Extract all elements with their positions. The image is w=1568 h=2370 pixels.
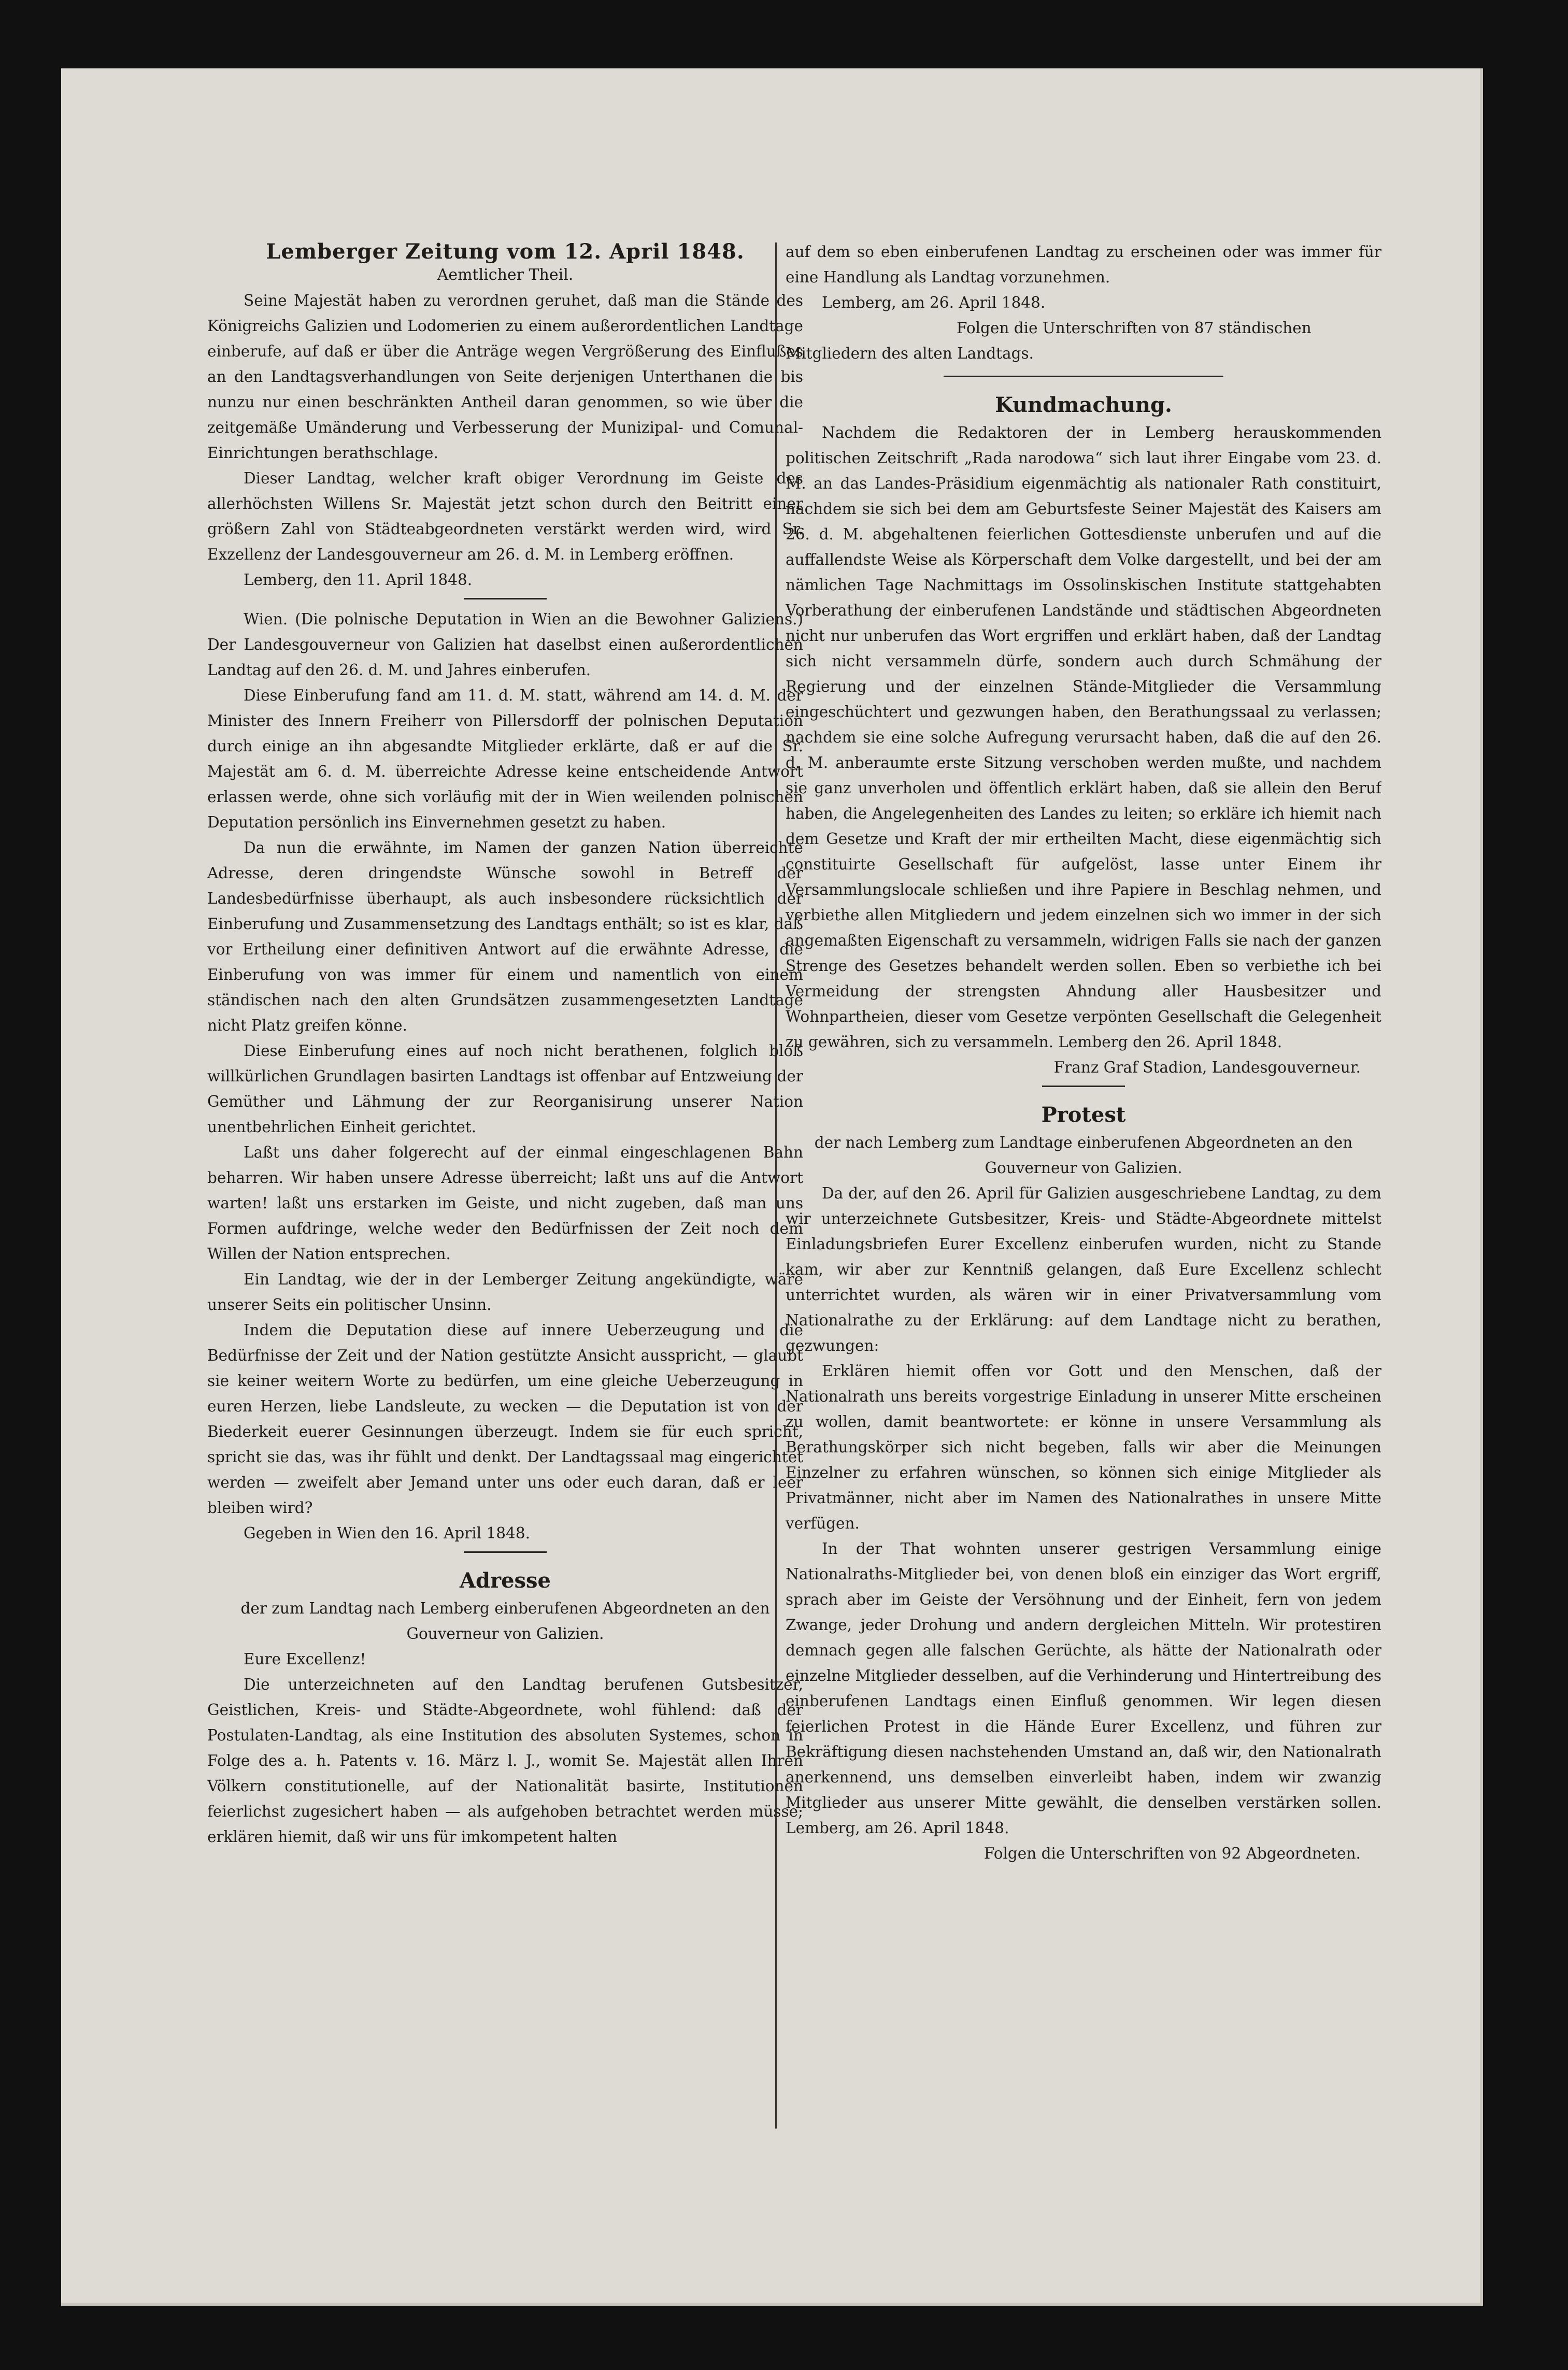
kundmachung-heading: Kundmachung. (995, 393, 1172, 417)
right-column (786, 239, 1381, 2167)
paragraph: auf dem so eben einberufenen Landtag zu erscheinen oder was immer für eine Handlung als Landtag vorzunehmen. (786, 243, 1381, 286)
dateline: Lemberg, am 26. April 1848. (822, 294, 1046, 311)
paragraph: Nachdem die Redaktoren der in Lemberg herauskommenden politischen Zeitschrift „Rada narodowa“ sich laut ihrer Eingabe vom 23. d. M. an das Landes-Präsidium eigenmächtig als nationaler Rath constituirt, nachdem sie sich bei dem am Geburtsfeste Seiner Majestät des Kaisers am 26. d. M. abgehaltenen feierlichen Gottesdienste unberufen und auf die auffallendste Weise als Körperschaft dem Volke dargestellt, und bei der am nämlichen Tage Nachmittags im Ossolinskischen Institute stattgehabten Vorberathung der einberufenen Landstände und städtischen Abgeordneten nicht nur unberufen das Wort ergriffen und erklärt haben, daß der Landtag sich nicht versammeln dürfe, sondern auch durch Schmähung der Regierung und der einzelnen Stände-Mitglieder die Versammlung eingeschüchtert und gezwungen haben, den Berathungssaal zu verlassen; nachdem sie eine solche Aufregung verursacht haben, daß die auf den 26. d. M. anberaumte erste Sitzung verschoben werden mußte, und nachdem sie ganz unverholen und öffentlich erklärt haben, daß sie allein den Beruf haben, die Angelegenheiten des Landes zu leiten; so erkläre ich hiemit nach dem Gesetze und Kraft der mir ertheilten Macht, diese eigenmächtig sich constituirte Gesellschaft für aufgelöst, lasse unter Einem ihr Versammlungslocale schließen und ihre Papiere in Beschlag nehmen, und verbiethe allen Mitgliedern und jedem einzelnen sich wo immer in der sich angemaßten Eigenschaft zu versammeln, widrigen Falls sie nach der ganzen Strenge des Gesetzes behandelt werden sollen. Eben so verbiethe ich bei Vermeidung der strengsten Ahndung aller Hausbesitzer und Wohnpartheien, dieser vom Gesetze verpönten Gesellschaft die Gelegenheit zu gewähren, sich zu versammeln. Lemberg den 26. April 1848. (786, 424, 1381, 1051)
dateline: Gegeben in Wien den 16. April 1848. (244, 1524, 530, 1542)
separator (464, 598, 547, 599)
separator (1042, 1086, 1125, 1087)
section-subtitle: Aemtlicher Theil. (437, 266, 574, 284)
paragraph: Ein Landtag, wie der in der Lemberger Zeitung angekündigte, wäre unserer Seits ein politischer Unsinn. (207, 1270, 803, 1314)
paragraph: Indem die Deputation diese auf innere Ueberzeugung und die Bedürfnisse der Zeit und der Nation gestützte Ansicht ausspricht, — glaubt sie keiner weitern Worte zu bedürfen, um eine gleiche Ueberzeugung in euren Herzen, liebe Landsleute, zu wecken — die Deputation ist von der Biederkeit euerer Gesinnungen überzeugt. Indem sie für euch spricht, spricht sie das, was ihr fühlt und denkt. Der Landtagssaal mag eingerichtet werden — zweifelt aber Jemand unter uns oder euch daran, daß er leer bleiben wird? (207, 1321, 803, 1517)
paragraph: In der That wohnten unserer gestrigen Versammlung einige Nationalraths-Mitglieder bei, von denen bloß ein einziger das Wort ergriff, sprach aber im Geiste der Versöhnung und der Einheit, fern von jedem Zwange, jeder Drohung und andern dergleichen Mitteln. Wir protestiren demnach gegen alle falschen Gerüchte, als hätte der Nationalrath oder einzelne Mitglieder desselben, auf die Verhinderung und Hintertreibung des einberufenen Landtags einen Einfluß genommen. Wir legen diesen feierlichen Protest in die Hände Eurer Excellenz, und führen zur Bekräftigung diesen nachstehenden Umstand an, daß wir, den Nationalrath anerkennend, uns demselben einverleibt haben, indem wir zwanzig Mitglieder aus unserer Mitte gewählt, die denselben verstärken sollen. Lemberg, am 26. April 1848. (786, 1540, 1381, 1837)
paragraph: Die unterzeichneten auf den Landtag berufenen Gutsbesitzer, Geistlichen, Kreis- und Städte-Abgeordnete, wohl fühlend: daß der Postulaten-Landtag, als eine Institution des absoluten Systemes, schon in Folge des a. h. Patents v. 16. März l. J., womit Se. Majestät allen Ihren Völkern constitutionelle, auf der Nationalität basirte, Institutionen feierlichst zugesichert haben — als aufgehoben betrachtet werden müsse; erklären hiemit, daß wir uns für imkompetent halten (207, 1676, 803, 1846)
separator (944, 376, 1223, 377)
paragraph: Da nun die erwähnte, im Namen der ganzen Nation überreichte Adresse, deren dringendste Wünsche sowohl in Betreff der Landesbedürfnisse überhaupt, als auch insbesondere rücksichtlich der Einberufung und Zusammensetzung des Landtags enthält; so ist es klar, daß vor Ertheilung einer definitiven Antwort auf die erwähnte Adresse, die Einberufung von was immer für einem und namentlich von einem ständischen nach den alten Grundsätzen zusammengesetzten Landtage nicht Platz greifen könne. (207, 839, 803, 1034)
adresse-heading: Adresse (459, 1568, 551, 1593)
paragraph: Wien. (Die polnische Deputation in Wien an die Bewohner Galiziens.) Der Landesgouverneur von Galizien hat daselbst einen außerordentlichen Landtag auf den 26. d. M. und Jahres einberufen. (207, 610, 803, 679)
paragraph: Diese Einberufung eines auf noch nicht berathenen, folglich bloß willkürlichen Grundlagen basirten Landtags ist offenbar auf Entzweiung der Gemüther und Lähmung der zur Reorganisirung unserer Nation unentbehrlichen Einheit gerichtet. (207, 1042, 803, 1136)
newspaper-page (61, 68, 1483, 2306)
masthead-title: Lemberger Zeitung vom 12. April 1848. (266, 239, 745, 264)
dateline: Lemberg, den 11. April 1848. (244, 571, 473, 589)
paragraph: Erklären hiemit offen vor Gott und den Menschen, daß der Nationalrath uns bereits vorgestrige Einladung in unserer Mitte erscheinen zu wollen, damit beantwortete: er könne in unsere Versammlung als Berathungskörper sich nicht begeben, falls wir aber die Meinungen Einzelner zu erfahren wünschen, so können sich einige Mitglieder als Privatmänner, nicht aber im Namen des Nationalrathes in unsere Mitte verfügen. (786, 1362, 1381, 1532)
adresse-subheading: der zum Landtag nach Lemberg einberufenen Abgeordneten an den Gouverneur von Galizien. (240, 1600, 770, 1643)
paragraph: Da der, auf den 26. April für Galizien ausgeschriebene Landtag, zu dem wir unterzeichnete Gutsbesitzer, Kreis- und Städte-Abgeordnete mittelst Einladungsbriefen Eurer Excellenz einberufen wurden, nicht zu Stande kam, wir aber zur Kenntniß gelangen, daß Eure Excellenz schlecht unterrichtet wurden, als wären wir in einer Privatversammlung vom Nationalrathe zu der Erklärung: auf dem Landtage nicht zu berathen, gezwungen: (786, 1184, 1381, 1354)
protest-heading: Protest (1041, 1103, 1126, 1127)
paragraph: Laßt uns daher folgerecht auf der einmal eingeschlagenen Bahn beharren. Wir haben unsere Adresse überreicht; laßt uns auf die Antwort warten! laßt uns erstarken im Geiste, und nicht zugeben, daß man uns Formen aufdringe, welche weder den Bedürfnissen der Zeit noch dem Willen der Nation entsprechen. (207, 1144, 803, 1263)
signature-note: Folgen die Unterschriften von 87 ständischen Mitgliedern des alten Landtags. (786, 319, 1312, 362)
paragraph: Diese Einberufung fand am 11. d. M. statt, während am 14. d. M. der Minister des Innern Freiherr von Pillersdorff der polnischen Deputation durch einige an ihn abgesandte Mitglieder erklärte, daß er auf die Sr. Majestät am 6. d. M. überreichte Adresse keine entscheidende Antwort erlassen werde, ohne sich vorläufig mit der in Wien weilenden polnischen Deputation persönlich ins Einvernehmen gesetzt zu haben. (207, 687, 803, 831)
left-column (207, 239, 803, 2167)
protest-subheading: der nach Lemberg zum Landtage einberufenen Abgeordneten an den Gouverneur von Galizien. (814, 1134, 1353, 1177)
paragraph: Dieser Landtag, welcher kraft obiger Verordnung im Geiste des allerhöchsten Willens Sr. Majestät jetzt schon durch den Beitritt einer größern Zahl von Städteabgeordneten verstärkt werden wird, wird Sr. Exzellenz der Landesgouverneur am 26. d. M. in Lemberg eröffnen. (207, 469, 803, 563)
paragraph: Seine Majestät haben zu verordnen geruhet, daß man die Stände des Königreichs Galizien und Lodomerien zu einem außerordentlichen Landtage einberufe, auf daß er über die Anträge wegen Vergrößerung des Einflußes an den Landtagsverhandlungen von Seite derjenigen Unterthanen die bis nunzu nur einen beschränkten Antheil daran genommen, so wie über die zeitgemäße Umänderung und Verbesserung der Munizipal- und Comunal-Einrichtungen berathschlage. (207, 292, 803, 462)
signature-note: Folgen die Unterschriften von 92 Abgeordneten. (983, 1845, 1361, 1862)
separator (464, 1551, 547, 1553)
signature: Franz Graf Stadion, Landesgouverneur. (1053, 1059, 1361, 1076)
salutation: Eure Excellenz! (244, 1650, 366, 1668)
